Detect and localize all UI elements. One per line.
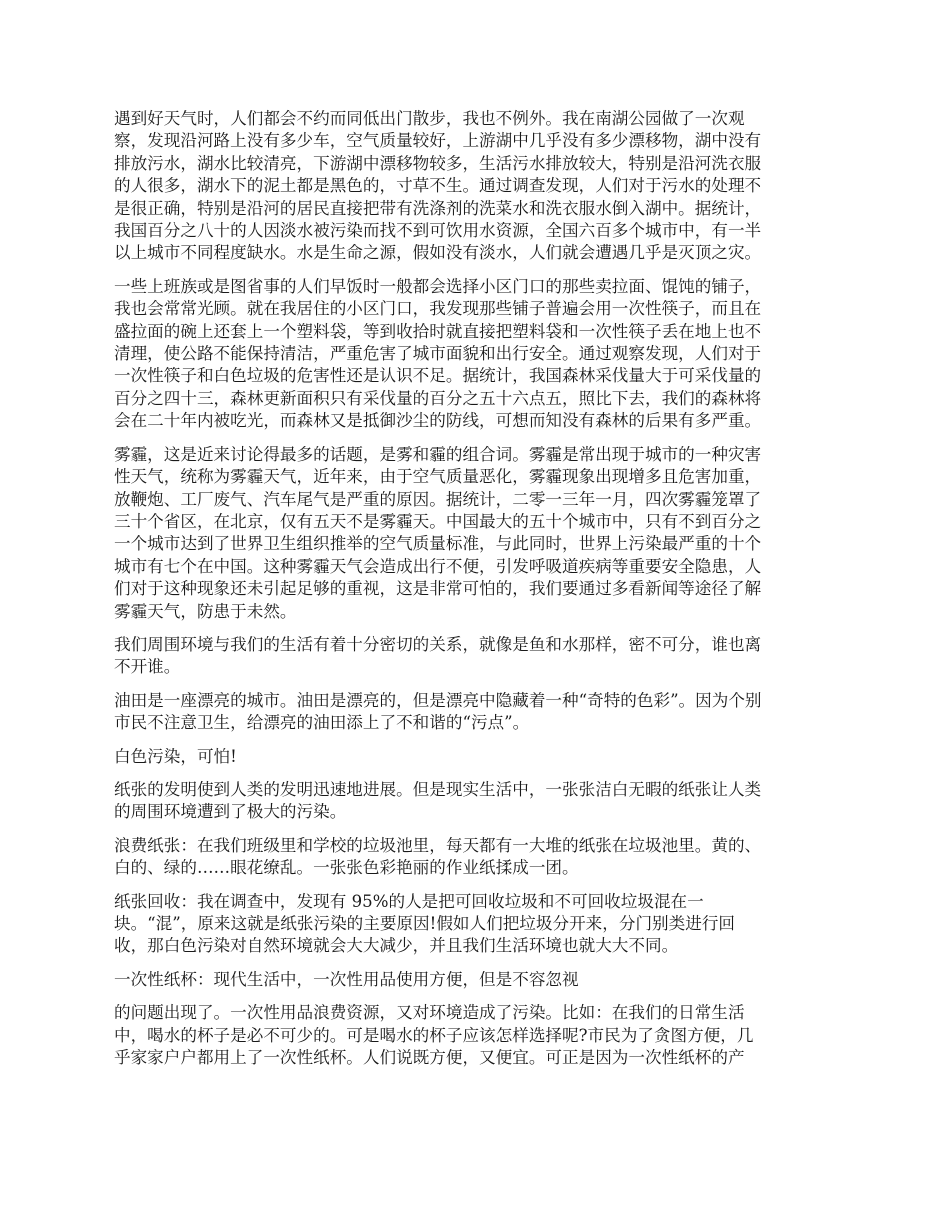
paragraph-disposable-cups-intro: 一次性纸杯：现代生活中，一次性用品使用方便，但是不容忽视 — [114, 969, 579, 989]
paragraph-smog: 雾霾，这是近来讨论得最多的话题，是雾和霾的组合词。雾霾是常出现于城市的一种灾害 性天气，统称为雾霾天气，近年来，由于空气质量恶化，雾霾现象出现增多且危害加重， 放鞭炮、工厂废气、汽车尾气是严重的原因。据统计，二零一三年一月，四次雾霾笼罩了 三十个省区，在北京，仅有五天不是雾霾天。中国最大的五十个城市中，只有不到百分之 一个城市达到了世界卫生组织推举的空气质量标准，与此同时，世界上污染最严重的十个 城市有七个在中国。这种雾霾天气会造成出行不便，引发呼吸道疾病等重要安全隐患，人 们对于这种现象还未引起足够的重视，这是非常可怕的，我们要通过多看新闻等途径了解 雾霾天气，防患于未然。 — [114, 444, 762, 621]
paragraph-environment-relationship: 我们周围环境与我们的生活有着十分密切的关系，就像是鱼和水那样，密不可分，谁也离 不开谁。 — [114, 634, 762, 677]
document-body — [114, 108, 840, 1080]
paragraph-paper-invention: 纸张的发明使到人类的发明迅速地进展。但是现实生活中，一张张洁白无暇的纸张让人类 的周围环境遭到了极大的污染。 — [114, 779, 762, 822]
paragraph-paper-waste: 浪费纸张：在我们班级里和学校的垃圾池里，每天都有一大堆的纸张在垃圾池里。黄的、 白的、绿的……眼花缭乱。一张张色彩艳丽的作业纸揉成一团。 — [114, 835, 762, 878]
paragraph-white-pollution: 白色污染，可怕! — [114, 746, 237, 766]
paragraph-disposable-chopsticks: 一些上班族或是图省事的人们早饭时一般都会选择小区门口的那些卖拉面、馄饨的铺子， 我也会常常光顾。就在我居住的小区门口，我发现那些铺子普遍会用一次性筷子，而且在 盛拉面的碗上还套上一个塑料袋，等到收拾时就直接把塑料袋和一次性筷子丢在地上也不 清理，使公路不能保持清洁，严重危害了城市面貌和出行安全。通过观察发现，人们对于 一次性筷子和白色垃圾的危害性还是认识不足。据统计，我国森林采伐量大于可采伐量的 百分之四十三，森林更新面积只有采伐量的百分之五十六点五，照比下去，我们的森林将 会在二十年内被吃光，而森林又是抵御沙尘的防线，可想而知没有森林的后果有多严重。 — [114, 276, 762, 431]
paragraph-lake-pollution: 遇到好天气时，人们都会不约而同低出门散步，我也不例外。我在南湖公园做了一次观 察，发现沿河路上没有多少车，空气质量较好，上游湖中几乎没有多少漂移物，湖中没有 排放污水，湖水比较清亮，下游湖中漂移物较多，生活污水排放较大，特别是沿河洗衣服 的人很多，湖水下的泥土都是黑色的，寸草不生。通过调查发现，人们对于污水的处理不 是很正确，特别是沿河的居民直接把带有洗涤剂的洗菜水和洗衣服水倒入湖中。据统计， 我国百分之八十的人因淡水被污染而找不到可饮用水资源，全国六百多个城市中，有一半 以上城市不同程度缺水。水是生命之源，假如没有淡水，人们就会遭遇几乎是灭顶之灾。 — [114, 109, 762, 263]
paragraph-paper-recycling: 纸张回收：我在调查中，发现有 95%的人是把可回收垃圾和不可回收垃圾混在一 块。“混”，原来这就是纸张污染的主要原因!假如人们把垃圾分开来，分门别类进行回 收，那白色污染对自然环境就会大大减少，并且我们生活环境也就大大不同。 — [114, 891, 736, 956]
paragraph-oilfield-city: 油田是一座漂亮的城市。油田是漂亮的，但是漂亮中隐藏着一种“奇特的色彩”。因为个别 市民不注意卫生，给漂亮的油田添上了不和谐的“污点”。 — [114, 690, 762, 733]
paragraph-disposable-cups-body: 的问题出现了。一次性用品浪费资源，又对环境造成了污染。比如：在我们的日常生活 中，喝水的杯子是必不可少的。可是喝水的杯子应该怎样选择呢?市民为了贪图方便，几 乎家家户户都用上了一次性纸杯。人们说既方便，又便宜。可正是因为一次性纸杯的产 — [114, 1003, 754, 1068]
